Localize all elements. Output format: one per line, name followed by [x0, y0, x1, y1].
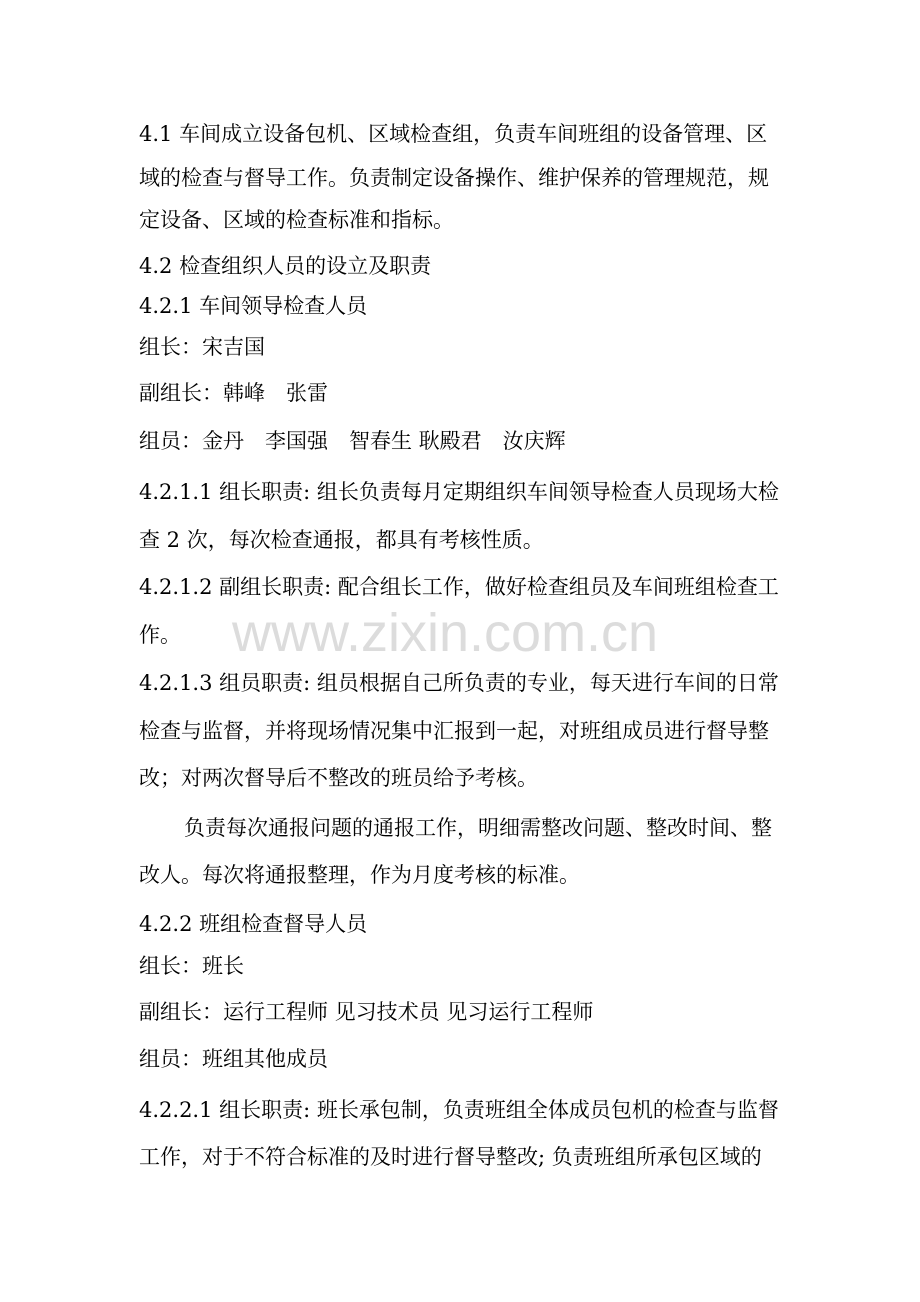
deputy-leader-line: 副组长：韩峰 张雷 — [139, 381, 328, 405]
watermark: www.zixin.com.cn — [232, 603, 659, 663]
section-heading: 4.2 检查组织人员的设立及职责 — [139, 254, 432, 278]
paragraph-line: 作。 — [139, 623, 181, 647]
deputy-leader-line: 副组长：运行工程师 见习技术员 见习运行工程师 — [139, 1000, 594, 1024]
subsection-heading: 4.2.2 班组检查督导人员 — [139, 912, 368, 936]
paragraph-line: 4.1 车间成立设备包机、区域检查组，负责车间班组的设备管理、区 — [139, 122, 768, 146]
paragraph-line: 4.2.1.3 组员职责: 组员根据自己所负责的专业，每天进行车间的日常 — [139, 671, 779, 695]
paragraph-line: 4.2.1.1 组长职责: 组长负责每月定期组织车间领导检查人员现场大检 — [139, 480, 779, 504]
team-leader-line: 组长：班长 — [139, 954, 244, 978]
subsection-heading: 4.2.1 车间领导检查人员 — [139, 294, 368, 318]
paragraph-line: 改人。每次将通报整理，作为月度考核的标准。 — [139, 863, 580, 887]
paragraph-line: 查 2 次，每次检查通报，都具有考核性质。 — [139, 528, 544, 552]
team-members-line: 组员：金丹 李国强 智春生 耿殿君 汝庆辉 — [139, 429, 566, 453]
paragraph-line: 域的检查与督导工作。负责制定设备操作、维护保养的管理规范，规 — [139, 166, 769, 190]
team-leader-line: 组长：宋吉国 — [139, 335, 265, 359]
paragraph-line: 改；对两次督导后不整改的班员给予考核。 — [139, 766, 538, 790]
paragraph-line: 负责每次通报问题的通报工作，明细需整改问题、整改时间、整 — [184, 816, 772, 840]
team-members-line: 组员：班组其他成员 — [139, 1047, 328, 1071]
paragraph-line: 4.2.2.1 组长职责: 班长承包制，负责班组全体成员包机的检查与监督 — [139, 1098, 779, 1122]
paragraph-line: 定设备、区域的检查标准和指标。 — [139, 208, 454, 232]
paragraph-line: 4.2.1.2 副组长职责: 配合组长工作，做好检查组员及车间班组检查工 — [139, 575, 779, 599]
paragraph-line: 工作，对于不符合标准的及时进行督导整改; 负责班组所承包区域的 — [139, 1145, 762, 1169]
paragraph-line: 检查与监督，并将现场情况集中汇报到一起，对班组成员进行督导整 — [139, 719, 769, 743]
